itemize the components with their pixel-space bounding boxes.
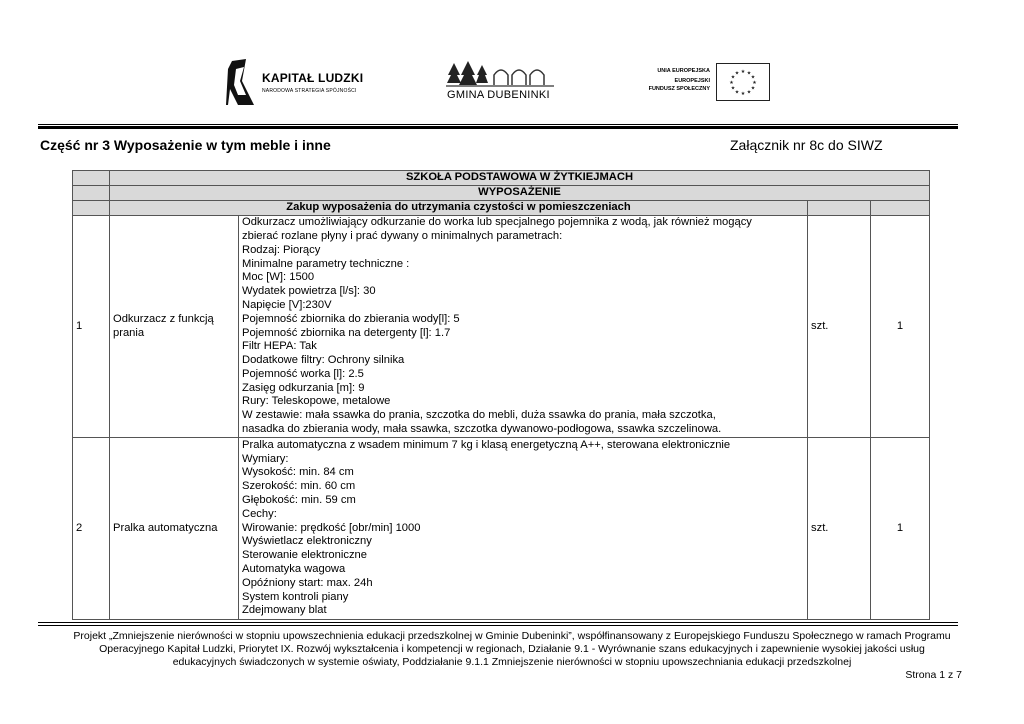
description-line: Wyświetlacz elektroniczny xyxy=(242,535,372,548)
item-description xyxy=(239,216,808,438)
description-line: Odkurzacz umożliwiający odkurzanie do worka lub specjalnego pojemnika z wodą, jak również mogący xyxy=(242,216,752,229)
description-line: Rodzaj: Piorący xyxy=(242,243,321,256)
item-name: Pralka automatyczna xyxy=(110,438,239,620)
svg-text:★: ★ xyxy=(740,91,746,97)
description-line: Pralka automatyczna z wsadem minimum 7 kg i klasą energetyczną A++, sterowana elektronicznie xyxy=(242,438,731,451)
description-line: zbierać rozlane płyny i prać dywany o minimalnych parametrach: xyxy=(242,229,563,242)
project-footer xyxy=(0,630,1024,670)
item-unit: szt. xyxy=(808,216,871,438)
svg-text:★: ★ xyxy=(752,80,757,86)
svg-text:★: ★ xyxy=(730,74,736,81)
description-line: Pojemność worka [l]: 2.5 xyxy=(242,367,364,380)
svg-text:★: ★ xyxy=(750,74,756,81)
section-name: WYPOSAŻENIE xyxy=(110,186,930,201)
school-name: SZKOŁA PODSTAWOWA W ŻYTKIEJMACH xyxy=(110,171,930,186)
header-cell-blank xyxy=(73,201,110,216)
page-number: Strona 1 z 7 xyxy=(905,669,962,681)
table-row xyxy=(73,438,930,620)
description-line: Wymiary: xyxy=(242,452,289,465)
subsection-name: Zakup wyposażenia do utrzymania czystości w pomieszczeniach xyxy=(110,201,808,216)
header-cell-blank xyxy=(808,201,871,216)
table-header-subsection xyxy=(73,201,930,216)
description-line: Napięcie [V]:230V xyxy=(242,298,332,311)
gmina-dubeninki-logo xyxy=(446,61,558,107)
description-line: Zasięg odkurzania [m]: 9 xyxy=(242,381,365,394)
table-row xyxy=(73,216,930,438)
header-divider-thin xyxy=(38,124,958,125)
svg-text:★: ★ xyxy=(734,70,740,77)
svg-text:★: ★ xyxy=(746,89,752,96)
svg-text:★: ★ xyxy=(740,69,746,75)
description-line: nasadka do zbierania wody, mała ssawka, szczotka dywanowo-podłogowa, ssawka szczelinowa. xyxy=(242,423,722,436)
eu-stars-icon xyxy=(717,64,769,100)
footer-divider-thick xyxy=(38,622,958,623)
svg-text:★: ★ xyxy=(734,89,740,96)
kapital-ludzki-logo xyxy=(226,59,376,107)
description-line: Pojemność zbiornika na detergenty [l]: 1.7 xyxy=(242,326,451,339)
eu-flag xyxy=(716,63,770,101)
row-number: 1 xyxy=(73,216,110,438)
description-line: Wysokość: min. 84 cm xyxy=(242,466,354,479)
description-line: System kontroli piany xyxy=(242,590,349,603)
footer-line-2: Operacyjnego Kapitał Ludzki, Priorytet IX. Rozwój wykształcenia i kompetencji w regionach, Działanie 9.1 - Wyrównanie szans edukacyjnych i zapewnienie wysokiej jakości usług xyxy=(99,643,925,656)
svg-text:★: ★ xyxy=(746,70,752,77)
attachment-label: Załącznik nr 8c do SIWZ xyxy=(730,137,883,153)
svg-text:★: ★ xyxy=(729,80,734,86)
gmina-name: GMINA DUBENINKI xyxy=(447,89,550,101)
svg-text:★: ★ xyxy=(730,85,736,92)
description-line: Sterowanie elektroniczne xyxy=(242,549,367,562)
table-header-school xyxy=(73,171,930,186)
description-line: Głębokość: min. 59 cm xyxy=(242,494,356,506)
header-cell-blank xyxy=(73,186,110,201)
item-unit: szt. xyxy=(808,438,871,620)
eu-logo xyxy=(632,62,772,102)
item-name: Odkurzacz z funkcją prania xyxy=(110,216,239,438)
description-line: Wydatek powietrza [l/s]: 30 xyxy=(242,285,376,298)
description-line: Automatyka wagowa xyxy=(242,562,346,575)
description-line: Opóźniony start: max. 24h xyxy=(242,576,373,589)
svg-text:★: ★ xyxy=(750,85,756,92)
footer-line-3: edukacyjnych świadczonych w systemie oświaty, Poddziałanie 9.1.1 Zmniejszenie nierówności w stopniu upowszechniania edukacji przedszkolnej xyxy=(172,656,852,669)
document-title: Część nr 3 Wyposażenie w tym meble i inne xyxy=(40,137,331,153)
gmina-trees-arches-icon xyxy=(446,61,558,89)
description-line: Zdejmowany blat xyxy=(242,604,327,617)
header-logos xyxy=(0,55,1024,110)
eu-line2: EUROPEJSKI xyxy=(674,78,710,84)
table-header-section xyxy=(73,186,930,201)
description-line: Pojemność zbiornika do zbierania wody[l]: 5 xyxy=(242,312,460,325)
description-line: Rury: Teleskopowe, metalowe xyxy=(242,395,391,408)
header-cell-blank xyxy=(871,201,930,216)
kapital-ludzki-title: KAPITAŁ LUDZKI xyxy=(262,71,364,85)
eu-line1: UNIA EUROPEJSKA xyxy=(657,68,710,74)
description-line: Minimalne parametry techniczne : xyxy=(242,257,410,270)
description-line: Cechy: xyxy=(242,507,277,520)
footer-divider-thin xyxy=(38,625,958,626)
eu-line3: FUNDUSZ SPOŁECZNY xyxy=(648,86,710,92)
description-line: Dodatkowe filtry: Ochrony silnika xyxy=(242,354,405,367)
item-quantity: 1 xyxy=(871,438,930,620)
equipment-table xyxy=(72,170,930,620)
description-line: Szerokość: min. 60 cm xyxy=(242,480,356,493)
footer-line-1: Projekt „Zmniejszenie nierówności w stopniu upowszechnienia edukacji przedszkolnej w Gminie Dubeninki”, współfinansowany z Europejskiego Funduszu Społecznego w ramach Programu xyxy=(73,630,951,642)
row-number: 2 xyxy=(73,438,110,620)
description-line: Wirowanie: prędkość [obr/min] 1000 xyxy=(242,521,421,534)
description-line: Filtr HEPA: Tak xyxy=(242,340,317,353)
item-description xyxy=(239,438,808,620)
header-divider-thick xyxy=(38,126,958,129)
item-quantity: 1 xyxy=(871,216,930,438)
kapital-ludzki-subtitle: NARODOWA STRATEGIA SPÓJNOŚCI xyxy=(262,88,357,94)
description-line: W zestawie: mała ssawka do prania, szczotka do mebli, duża ssawka do prania, mała szczotka, xyxy=(242,409,716,422)
kapital-ludzki-emblem-icon xyxy=(226,59,258,107)
header-cell-blank xyxy=(73,171,110,186)
description-line: Moc [W]: 1500 xyxy=(242,271,315,284)
